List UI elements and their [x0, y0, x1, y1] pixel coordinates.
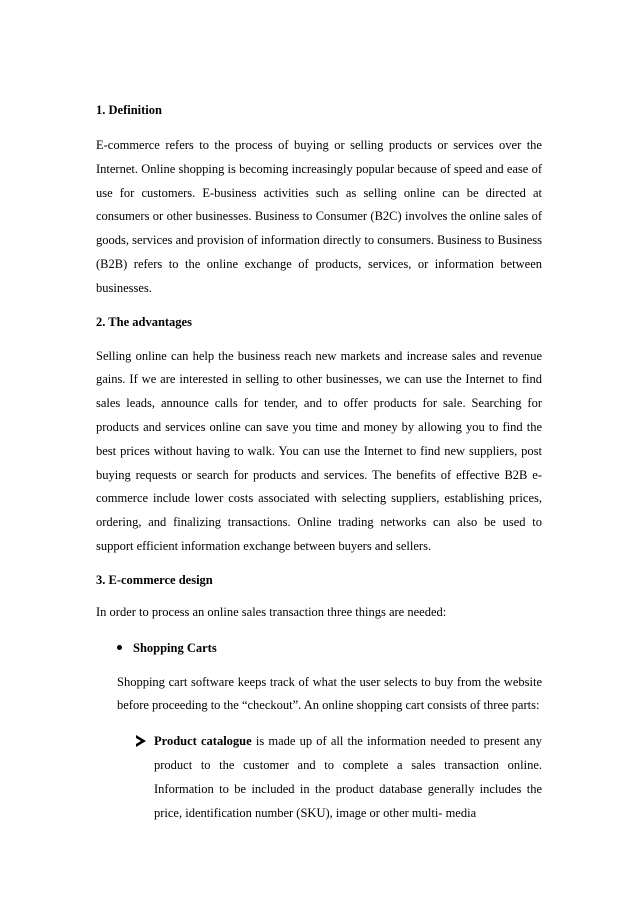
section-heading-advantages: 2. The advantages — [96, 314, 192, 329]
sub-item-product-catalogue — [133, 730, 542, 825]
product-catalogue-paragraph — [154, 730, 542, 825]
advantages-paragraph: Selling online can help the business reach new markets and increase sales and revenue gains. If we are interested in selling to other businesses, we can use the Internet to find sales leads, announce calls for tender, and to offer products for sale. Searching for products and services online can save you time and money by allowing you to find the best prices without having to walk. You can use the Internet to find new suppliers, post buying requests or search for products and services. The benefits of effective B2B e-commerce include lower costs associated with selecting suppliers, establishing prices, ordering, and finalizing transactions. Online trading networks can also be used to support efficient information exchange between buyers and sellers. — [96, 348, 542, 553]
document-content — [96, 100, 542, 825]
bullet-label: Shopping Carts — [133, 640, 217, 655]
bullet-shopping-carts — [96, 638, 542, 658]
definition-paragraph: E-commerce refers to the process of buying or selling products or services over the Internet. Online shopping is becoming increasingly popular because of speed and ease of use for customers. E-business activities such as selling online can be directed at consumers or other businesses. Business to Consumer (B2C) involves the online sales of goods, services and provision of information directly to consumers. Business to Business (B2B) refers to the online exchange of products, services, or information between businesses. — [96, 138, 542, 295]
product-catalogue-text: is made up of all the information needed to present any product to the customer and to complete a sales transaction online. Information to be included in the product database generally includes the price, identification number (SKU), image or other multi- media — [154, 734, 542, 820]
shopping-cart-paragraph: Shopping cart software keeps track of what the user selects to buy from the website before proceeding to the “checkout”. An online shopping cart consists of three parts: — [117, 674, 542, 713]
section-heading-definition: 1. Definition — [96, 103, 162, 117]
section-heading-ecommerce-design: 3. E-commerce design — [96, 572, 213, 587]
product-catalogue-term: Product catalogue — [154, 734, 252, 749]
design-intro-text: In order to process an online sales transaction three things are needed: — [96, 604, 447, 619]
arrow-bullet-icon — [136, 735, 146, 747]
bullet-dot-icon — [117, 645, 122, 650]
